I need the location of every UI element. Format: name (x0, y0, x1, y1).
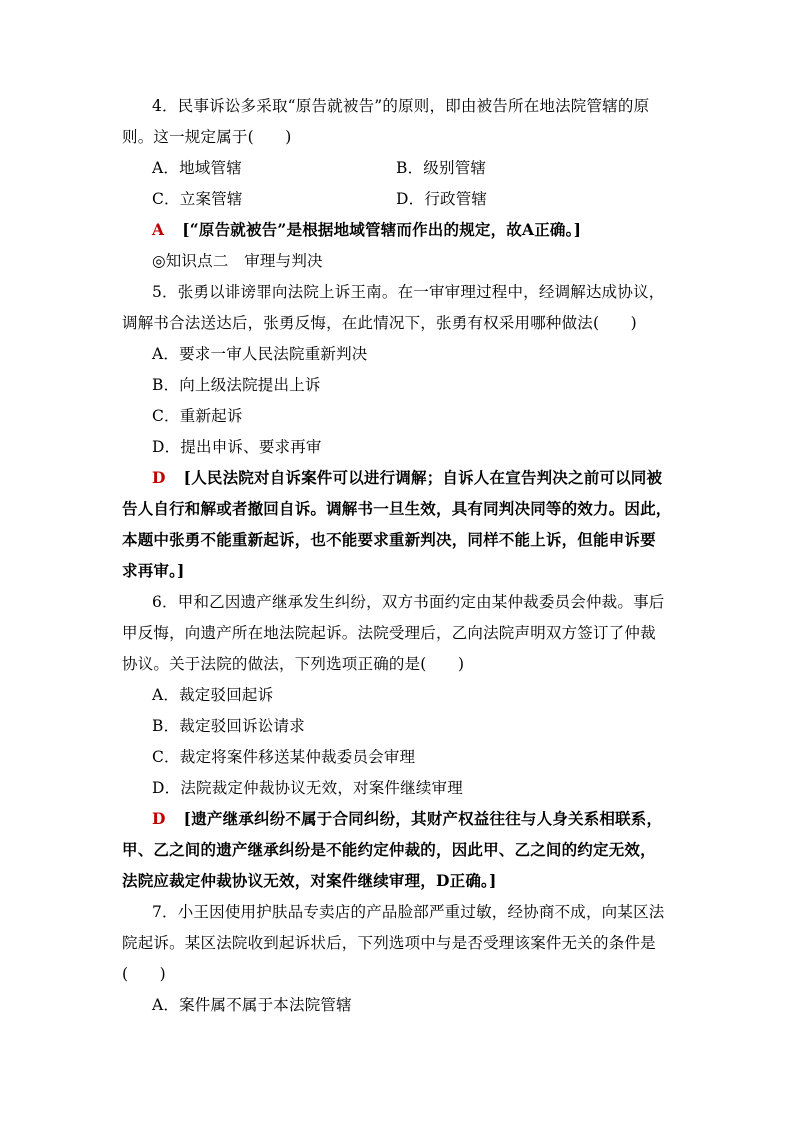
q5-stem-line-2: 调解书合法送达后，张勇反悔，在此情况下，张勇有权采用哪种做法( ) (122, 314, 637, 332)
q5-stem-line-1: 5．张勇以诽谤罪向法院上诉王南。在一审审理过程中，经调解达成协议， (152, 283, 665, 301)
q6-answer-letter: D (152, 809, 166, 828)
q6-option-d: D．法院裁定仲裁协议无效，对案件继续审理 (152, 779, 463, 797)
q4-stem-line-2: 则。这一规定属于( ) (122, 128, 292, 146)
q7-stem-line-3: ( ) (122, 965, 166, 983)
q6-option-b: B．裁定驳回诉讼请求 (152, 717, 305, 735)
q5-answer-line (152, 467, 662, 489)
q6-explanation-line-3: 法院应裁定仲裁协议无效，对案件继续审理，D正确。] (122, 871, 497, 890)
q7-option-a: A．案件属不属于本法院管辖 (152, 996, 352, 1014)
q5-explanation-line-3: 本题中张勇不能重新起诉，也不能要求重新判决，同样不能上诉，但能申诉要 (122, 530, 656, 549)
q4-option-a: A．地域管辖 (152, 159, 242, 177)
q6-stem-line-3: 协议。关于法院的做法，下列选项正确的是( ) (122, 655, 465, 673)
q6-answer-line (152, 808, 662, 830)
q5-explanation-line-1: [人民法院对自诉案件可以进行调解；自诉人在宣告判决之前可以同被 (183, 468, 663, 487)
q4-stem-line-1: 4．民事诉讼多采取“原告就被告”的原则，即由被告所在地法院管辖的原 (152, 97, 650, 115)
q4-option-b: B．级别管辖 (396, 159, 487, 177)
q5-option-d: D．提出申诉、要求再审 (152, 438, 322, 456)
q7-stem-line-1: 7．小王因使用护肤品专卖店的产品脸部严重过敏，经协商不成，向某区法 (152, 903, 665, 921)
q5-option-b: B．向上级法院提出上诉 (152, 376, 321, 394)
q4-explanation: [“原告就被告”是根据地域管辖而作出的规定，故A正确。] (182, 220, 582, 239)
q6-stem-line-2: 甲反悔，向遗产所在地法院起诉。法院受理后，乙向法院声明双方签订了仲裁 (122, 624, 656, 642)
q4-option-c: C．立案管辖 (152, 190, 243, 208)
section-heading: ◎知识点二 审理与判决 (152, 252, 323, 270)
q4-answer-line (152, 219, 581, 241)
q5-option-a: A．要求一审人民法院重新判决 (152, 345, 368, 363)
q4-option-d: D．行政管辖 (396, 190, 488, 208)
q6-stem-line-1: 6．甲和乙因遗产继承发生纠纷，双方书面约定由某仲裁委员会仲裁。事后 (152, 593, 665, 611)
q4-answer-letter: A (152, 220, 165, 239)
q6-explanation-line-1: [遗产继承纠纷不属于合同纠纷，其财产权益往往与人身关系相联系， (183, 809, 663, 828)
q6-option-a: A．裁定驳回起诉 (152, 686, 274, 704)
q5-answer-letter: D (152, 468, 166, 487)
q7-stem-line-2: 院起诉。某区法院收到起诉状后，下列选项中与是否受理该案件无关的条件是 (122, 934, 656, 952)
q5-explanation-line-2: 告人自行和解或者撤回自诉。调解书一旦生效，具有同判决同等的效力。因此， (122, 499, 672, 518)
q6-explanation-line-2: 甲、乙之间的遗产继承纠纷是不能约定仲裁的，因此甲、乙之间的约定无效， (122, 840, 656, 859)
q6-option-c: C．裁定将案件移送某仲裁委员会审理 (152, 748, 416, 766)
q5-option-c: C．重新起诉 (152, 407, 243, 425)
q5-explanation-line-4: 求再审。] (122, 561, 185, 580)
